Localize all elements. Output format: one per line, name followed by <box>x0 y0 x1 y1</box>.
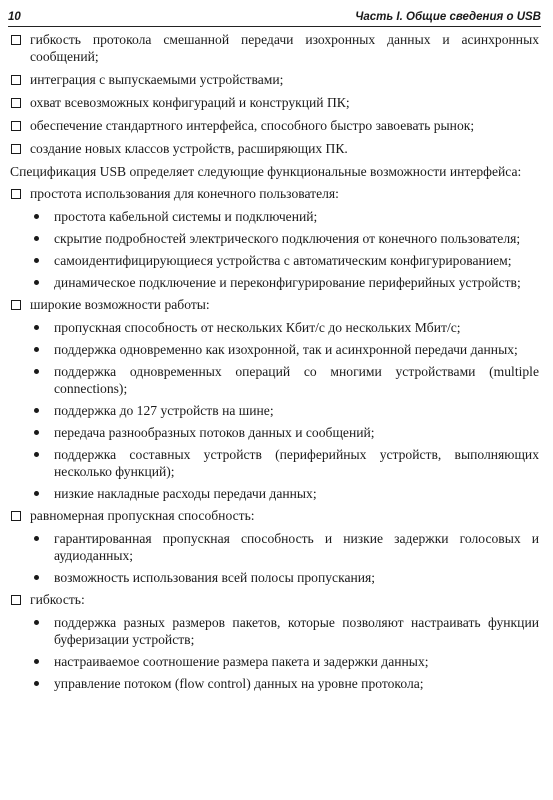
round-bullet-icon <box>34 408 39 413</box>
checkbox-bullet-icon <box>11 300 21 310</box>
item-text: настраиваемое соотношение размера пакета и задержки данных; <box>54 654 429 669</box>
sub-list-item <box>10 208 539 225</box>
item-text: простота кабельной системы и подключений; <box>54 209 318 224</box>
item-text: широкие возможности работы: <box>30 297 210 312</box>
item-text: простота использования для конечного пользователя: <box>30 186 339 201</box>
item-text: интеграция с выпускаемыми устройствами; <box>30 72 284 87</box>
sub-list-item <box>10 363 539 397</box>
item-text: низкие накладные расходы передачи данных; <box>54 486 317 501</box>
round-bullet-icon <box>34 258 39 263</box>
document-body <box>10 31 539 697</box>
item-text: скрытие подробностей электрического подключения от конечного пользователя; <box>54 231 521 246</box>
round-bullet-icon <box>34 214 39 219</box>
sub-list-item <box>10 341 539 358</box>
page-number: 10 <box>8 11 21 23</box>
item-text: Спецификация USB определяет следующие функциональные возможности интерфейса: <box>10 164 522 179</box>
sub-list-item <box>10 485 539 502</box>
page-header <box>8 6 541 27</box>
round-bullet-icon <box>34 575 39 580</box>
running-title: Часть I. Общие сведения о USB <box>355 11 541 23</box>
item-text: динамическое подключение и переконфигурирование периферийных устройств; <box>54 275 521 290</box>
sub-list-item <box>10 402 539 419</box>
round-bullet-icon <box>34 236 39 241</box>
round-bullet-icon <box>34 491 39 496</box>
sub-list-item <box>10 446 539 480</box>
round-bullet-icon <box>34 280 39 285</box>
checkbox-bullet-icon <box>11 144 21 154</box>
list-item <box>10 31 539 65</box>
item-text: охват всевозможных конфигураций и конструкций ПК; <box>30 95 350 110</box>
sub-list-item <box>10 274 539 291</box>
sub-list-item <box>10 614 539 648</box>
item-text: передача разнообразных потоков данных и сообщений; <box>54 425 375 440</box>
item-text: гарантированная пропускная способность и низкие задержки голосовых и аудиоданных; <box>54 531 539 563</box>
sub-list-item <box>10 424 539 441</box>
list-item <box>10 507 539 524</box>
checkbox-bullet-icon <box>11 75 21 85</box>
list-item <box>10 591 539 608</box>
checkbox-bullet-icon <box>11 35 21 45</box>
list-item <box>10 140 539 157</box>
checkbox-bullet-icon <box>11 511 21 521</box>
list-item <box>10 71 539 88</box>
round-bullet-icon <box>34 369 39 374</box>
round-bullet-icon <box>34 681 39 686</box>
list-item <box>10 117 539 134</box>
item-text: гибкость протокола смешанной передачи изохронных данных и асинхронных сообщений; <box>30 32 539 64</box>
round-bullet-icon <box>34 536 39 541</box>
item-text: создание новых классов устройств, расширяющих ПК. <box>30 141 348 156</box>
item-text: поддержка одновременно как изохронной, так и асинхронной передачи данных; <box>54 342 518 357</box>
checkbox-bullet-icon <box>11 189 21 199</box>
item-text: управление потоком (flow control) данных на уровне протокола; <box>54 676 424 691</box>
sub-list-item <box>10 530 539 564</box>
sub-list-item <box>10 569 539 586</box>
sub-list-item <box>10 230 539 247</box>
item-text: поддержка одновременных операций со многими устройствами (multiple connections); <box>54 364 539 396</box>
round-bullet-icon <box>34 620 39 625</box>
item-text: пропускная способность от нескольких Кбит/с до нескольких Мбит/с; <box>54 320 461 335</box>
paragraph <box>10 163 539 180</box>
item-text: поддержка составных устройств (периферийных устройств, выполняющих несколько функций); <box>54 447 539 479</box>
round-bullet-icon <box>34 659 39 664</box>
item-text: гибкость: <box>30 592 85 607</box>
sub-list-item <box>10 319 539 336</box>
sub-list-item <box>10 252 539 269</box>
checkbox-bullet-icon <box>11 98 21 108</box>
list-item <box>10 296 539 313</box>
item-text: самоидентифицирующиеся устройства с автоматическим конфигурированием; <box>54 253 512 268</box>
round-bullet-icon <box>34 452 39 457</box>
checkbox-bullet-icon <box>11 121 21 131</box>
list-item <box>10 94 539 111</box>
checkbox-bullet-icon <box>11 595 21 605</box>
item-text: равномерная пропускная способность: <box>30 508 255 523</box>
sub-list-item <box>10 675 539 692</box>
item-text: поддержка до 127 устройств на шине; <box>54 403 274 418</box>
item-text: возможность использования всей полосы пропускания; <box>54 570 376 585</box>
round-bullet-icon <box>34 347 39 352</box>
sub-list-item <box>10 653 539 670</box>
item-text: обеспечение стандартного интерфейса, способного быстро завоевать рынок; <box>30 118 475 133</box>
round-bullet-icon <box>34 430 39 435</box>
list-item <box>10 185 539 202</box>
item-text: поддержка разных размеров пакетов, которые позволяют настраивать функции буферизации устройств; <box>54 615 539 647</box>
round-bullet-icon <box>34 325 39 330</box>
